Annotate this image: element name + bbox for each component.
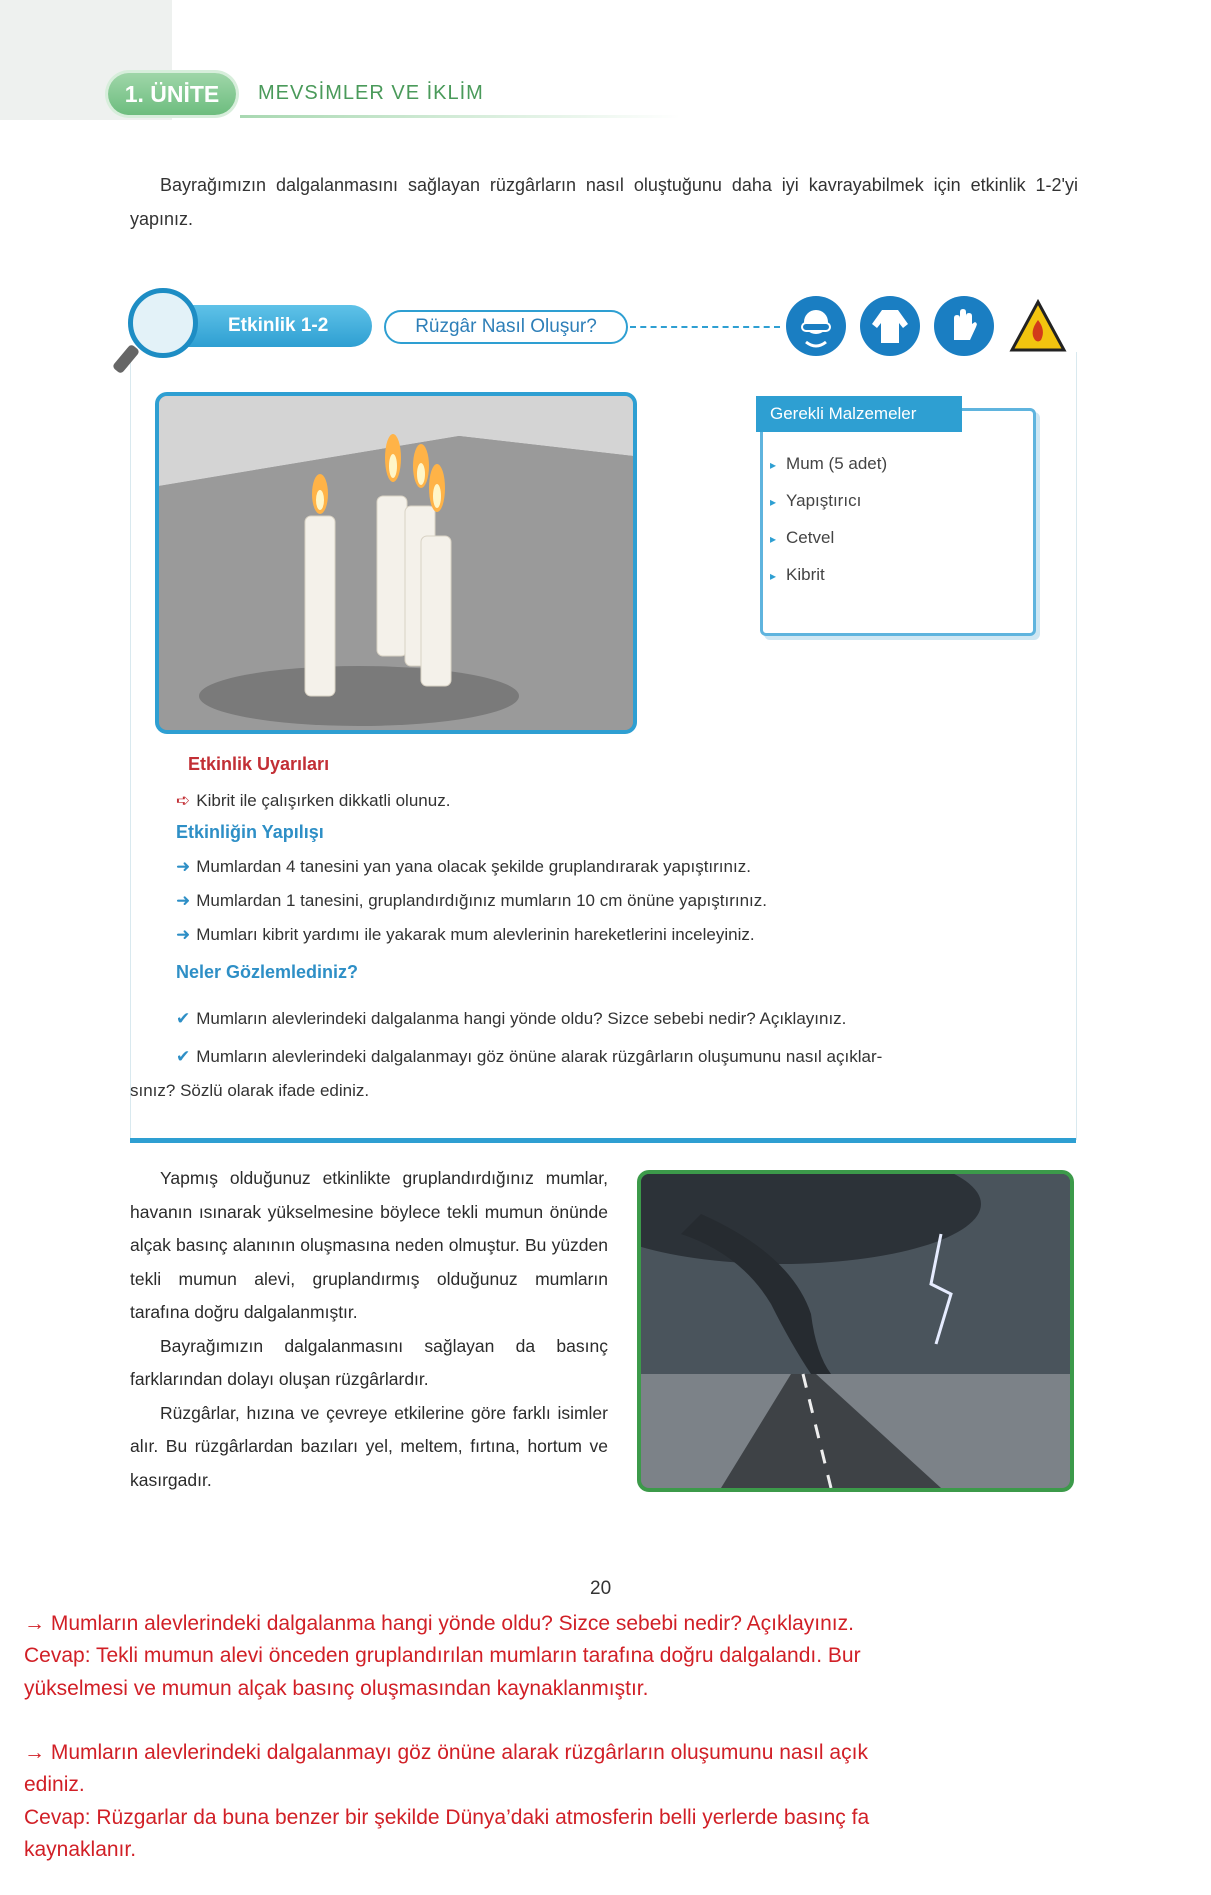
warnings-heading: Etkinlik Uyarıları [188,754,330,774]
answer-line: Cevap: Rüzgarlar da buna benzer bir şekilde Dünya’daki atmosferin belli yerlerde basınç fa [24,1805,870,1829]
answer-line: kaynaklanır. [24,1838,137,1862]
intro-paragraph: Bayrağımızın dalgalanmasını sağlayan rüzgârların nasıl oluştuğunu daha iyi kavrayabilmek için etkinlik 1-2'yi yapınız. [130,175,1078,229]
unit-title: MEVSİMLER VE İKLİM [258,82,484,104]
gloves-icon [934,296,994,356]
observation-question: ✔ Mumların alevlerindeki dalgalanmayı göz önüne alarak rüzgârların oluşumunu nasıl açıklar- [176,1047,883,1066]
observation-question: ✔ Mumların alevlerindeki dalgalanma hangi yönde oldu? Sizce sebebi nedir? Açıklayınız. [176,1009,847,1028]
magnifier-icon [128,288,198,358]
explanation-paragraph: Bayrağımızın dalgalanmasını sağlayan da basınç farklarından dolayı oluşan rüzgârlardır. [130,1335,608,1389]
lab-coat-icon [860,296,920,356]
procedure-step: ➜ Mumlardan 4 tanesini yan yana olacak şekilde gruplandırarak yapıştırınız. [176,857,751,876]
warning-item: ➪ Kibrit ile çalışırken dikkatli olunuz. [176,791,451,810]
observation-question-cont: sınız? Sözlü olarak ifade ediniz. [130,1081,370,1100]
arrow-icon: ➜ [176,925,191,944]
answer-notes [24,1608,992,1866]
materials-item: ▸ Kibrit [770,565,825,584]
checkmark-icon: ✔ [176,1047,191,1066]
section-divider [130,1138,1076,1143]
arrow-icon: ➜ [176,857,191,876]
header-underline [240,115,680,118]
activity-title: Rüzgâr Nasıl Oluşur? [384,310,628,344]
procedure-step: ➜ Mumlardan 1 tanesini, gruplandırdığınız mumların 10 cm önüne yapıştırınız. [176,891,767,910]
materials-list [770,445,887,593]
arrow-icon: ➜ [176,891,191,910]
materials-item: ▸ Yapıştırıcı [770,491,862,510]
unit-badge: 1. ÜNİTE [108,73,236,115]
page-number: 20 [590,1578,612,1599]
answer-line: Cevap: Tekli mumun alevi önceden gruplandırılan mumların tarafına doğru dalgalandı. Bur [24,1644,861,1668]
answer-line: yükselmesi ve mumun alçak basınç oluşmasından kaynaklanmıştır. [24,1676,649,1700]
observations-heading: Neler Gözlemlediniz? [176,962,359,982]
tornado-photo [637,1170,1074,1492]
banner-dashed-line [630,326,780,328]
arrow-icon: ➪ [176,791,191,810]
answer-line [24,1705,992,1737]
procedure-heading: Etkinliğin Yapılışı [176,822,324,842]
answer-line: ediniz. [24,1773,85,1797]
answer-line: → Mumların alevlerindeki dalgalanmayı göz önüne alarak rüzgârların oluşumunu nasıl açık [24,1741,868,1765]
materials-item: ▸ Cetvel [770,528,835,547]
flammable-warning-icon [1008,296,1068,356]
checkmark-icon: ✔ [176,1009,191,1028]
goggles-icon [786,296,846,356]
explanation-paragraph: Yapmış olduğunuz etkinlikte gruplandırdığınız mumlar, havanın ısınarak yükselmesine böylece tekli mumun önünde alçak basınç alanının oluşmasına neden olmuştur. Bu yüzden tekli mumun alevi, gruplandırmış olduğunuz mumların tarafına doğru dalgalanmıştır. [130,1168,608,1322]
answer-line: → Mumların alevlerindeki dalgalanma hangi yönde oldu? Sizce sebebi nedir? Açıklayınız. [24,1612,854,1635]
candles-photo [155,392,637,734]
materials-heading: Gerekli Malzemeler [756,396,962,432]
explanation-paragraph: Rüzgârlar, hızına ve çevreye etkilerine göre farklı isimler alır. Bu rüzgârlardan bazıları yel, meltem, fırtına, hortum ve kasırgadır. [130,1402,608,1490]
activity-label: Etkinlik 1-2 [150,305,372,347]
explanation-text [130,1162,608,1497]
materials-item: ▸ Mum (5 adet) [770,454,888,473]
procedure-step: ➜ Mumları kibrit yardımı ile yakarak mum alevlerinin hareketlerini inceleyiniz. [176,925,755,944]
